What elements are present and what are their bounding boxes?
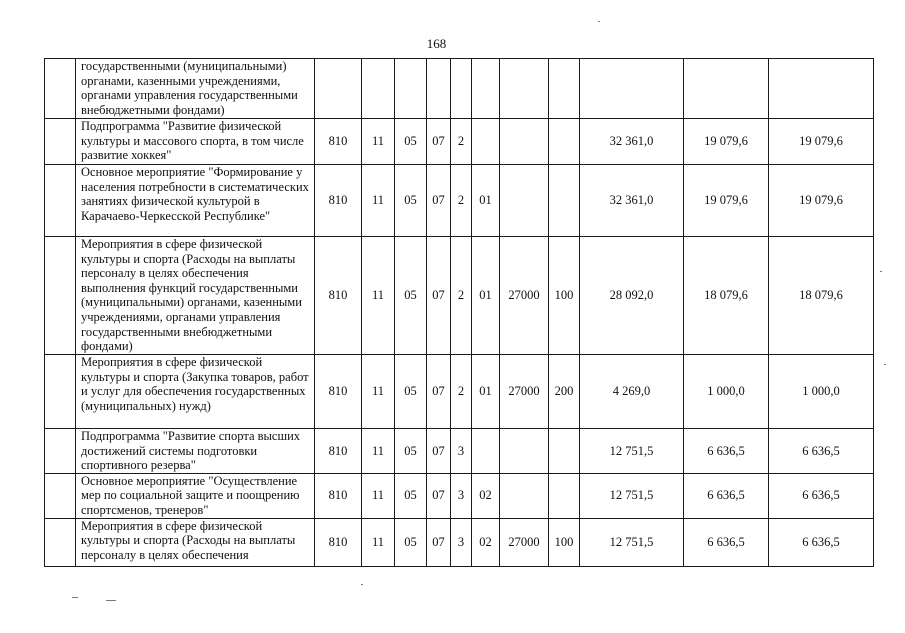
amount-year-2: 6 636,5 (684, 473, 769, 518)
page-number: 168 (426, 36, 447, 51)
code-pr: 05 (395, 355, 427, 429)
code-ved: 810 (315, 518, 362, 566)
code-rz: 11 (362, 165, 395, 237)
code-napr (500, 119, 549, 165)
row-margin-cell (45, 119, 76, 165)
code-vr (549, 473, 580, 518)
row-margin-cell (45, 518, 76, 566)
code-gp: 07 (427, 355, 451, 429)
code-gp: 07 (427, 429, 451, 474)
code-napr: 27000 (500, 355, 549, 429)
code-napr (500, 59, 549, 119)
code-napr (500, 429, 549, 474)
code-om: 01 (472, 165, 500, 237)
row-margin-cell (45, 165, 76, 237)
table-row (45, 165, 874, 237)
amount-year-3: 1 000,0 (769, 355, 874, 429)
amount-year-3: 6 636,5 (769, 518, 874, 566)
amount-year-1: 12 751,5 (580, 429, 684, 474)
amount-year-3 (769, 59, 874, 119)
code-rz: 11 (362, 429, 395, 474)
row-margin-cell (45, 429, 76, 474)
code-gp (427, 59, 451, 119)
code-rz: 11 (362, 355, 395, 429)
code-ved: 810 (315, 355, 362, 429)
table-row (45, 473, 874, 518)
scan-speck (106, 600, 116, 601)
code-om (472, 59, 500, 119)
code-pr: 05 (395, 473, 427, 518)
row-name: Мероприятия в сфере физической культуры и спорта (Закупка товаров, работ и услуг для обеспечения государственных (муниципальных) нужд) (76, 355, 315, 429)
code-ved: 810 (315, 165, 362, 237)
code-ved: 810 (315, 473, 362, 518)
table-row (45, 518, 874, 566)
table-row (45, 237, 874, 355)
code-ved: 810 (315, 119, 362, 165)
amount-year-1: 4 269,0 (580, 355, 684, 429)
code-ved (315, 59, 362, 119)
code-vr (549, 59, 580, 119)
amount-year-3: 6 636,5 (769, 429, 874, 474)
code-om: 02 (472, 518, 500, 566)
amount-year-1: 12 751,5 (580, 473, 684, 518)
scan-speck (72, 597, 78, 598)
code-vr (549, 429, 580, 474)
code-napr: 27000 (500, 518, 549, 566)
code-rz: 11 (362, 237, 395, 355)
code-pr: 05 (395, 429, 427, 474)
row-name: Подпрограмма "Развитие физической культуры и массового спорта, в том числе развитие хоккея" (76, 119, 315, 165)
code-om: 01 (472, 237, 500, 355)
code-pp: 2 (451, 355, 472, 429)
scan-speck (361, 584, 363, 585)
row-name: государственными (муниципальными) органами, казенными учреждениями, органами управления государственными внебюджетными фондами) (76, 59, 315, 119)
amount-year-1: 32 361,0 (580, 165, 684, 237)
code-pr: 05 (395, 237, 427, 355)
table-row (45, 119, 874, 165)
scan-speck (880, 271, 882, 272)
code-pp: 3 (451, 429, 472, 474)
code-om: 02 (472, 473, 500, 518)
row-margin-cell (45, 355, 76, 429)
code-gp: 07 (427, 119, 451, 165)
code-gp: 07 (427, 473, 451, 518)
code-pp (451, 59, 472, 119)
row-margin-cell (45, 59, 76, 119)
amount-year-1: 12 751,5 (580, 518, 684, 566)
code-pr: 05 (395, 518, 427, 566)
code-pp: 2 (451, 119, 472, 165)
budget-table (44, 58, 874, 567)
code-rz (362, 59, 395, 119)
code-napr: 27000 (500, 237, 549, 355)
code-om: 01 (472, 355, 500, 429)
amount-year-3: 19 079,6 (769, 119, 874, 165)
code-pp: 2 (451, 165, 472, 237)
amount-year-2: 1 000,0 (684, 355, 769, 429)
row-name: Основное мероприятие "Формирование у населения потребности в систематических занятиях физической культурой в Карачаево-Черкесской Республике" (76, 165, 315, 237)
code-vr: 100 (549, 237, 580, 355)
code-pp: 3 (451, 473, 472, 518)
code-vr (549, 119, 580, 165)
row-name: Подпрограмма "Развитие спорта высших достижений системы подготовки спортивного резерва" (76, 429, 315, 474)
amount-year-1 (580, 59, 684, 119)
row-name: Основное мероприятие "Осуществление мер по социальной защите и поощрению спортсменов, тренеров" (76, 473, 315, 518)
amount-year-3: 19 079,6 (769, 165, 874, 237)
amount-year-2: 18 079,6 (684, 237, 769, 355)
code-vr: 100 (549, 518, 580, 566)
row-margin-cell (45, 473, 76, 518)
amount-year-1: 32 361,0 (580, 119, 684, 165)
amount-year-2: 6 636,5 (684, 429, 769, 474)
amount-year-3: 18 079,6 (769, 237, 874, 355)
code-gp: 07 (427, 518, 451, 566)
code-vr: 200 (549, 355, 580, 429)
code-rz: 11 (362, 119, 395, 165)
code-pr (395, 59, 427, 119)
amount-year-2: 19 079,6 (684, 165, 769, 237)
row-name: Мероприятия в сфере физической культуры и спорта (Расходы на выплаты персоналу в целях обеспечения выполнения функций государственными (муниципальными) органами, казенными учреждениями, органами управления государственными внебюджетными фондами) (76, 237, 315, 355)
scan-speck (884, 364, 886, 365)
code-rz: 11 (362, 473, 395, 518)
table-row (45, 429, 874, 474)
amount-year-2: 19 079,6 (684, 119, 769, 165)
table-body (45, 59, 874, 567)
code-om (472, 119, 500, 165)
amount-year-2 (684, 59, 769, 119)
table-row (45, 355, 874, 429)
code-napr (500, 473, 549, 518)
code-pr: 05 (395, 165, 427, 237)
code-ved: 810 (315, 429, 362, 474)
row-name: Мероприятия в сфере физической культуры и спорта (Расходы на выплаты персоналу в целях обеспечения (76, 518, 315, 566)
code-rz: 11 (362, 518, 395, 566)
code-gp: 07 (427, 237, 451, 355)
amount-year-3: 6 636,5 (769, 473, 874, 518)
code-gp: 07 (427, 165, 451, 237)
table-row (45, 59, 874, 119)
amount-year-1: 28 092,0 (580, 237, 684, 355)
code-pp: 2 (451, 237, 472, 355)
code-pp: 3 (451, 518, 472, 566)
code-pr: 05 (395, 119, 427, 165)
scan-speck (598, 21, 600, 22)
code-napr (500, 165, 549, 237)
code-vr (549, 165, 580, 237)
amount-year-2: 6 636,5 (684, 518, 769, 566)
code-om (472, 429, 500, 474)
code-ved: 810 (315, 237, 362, 355)
row-margin-cell (45, 237, 76, 355)
